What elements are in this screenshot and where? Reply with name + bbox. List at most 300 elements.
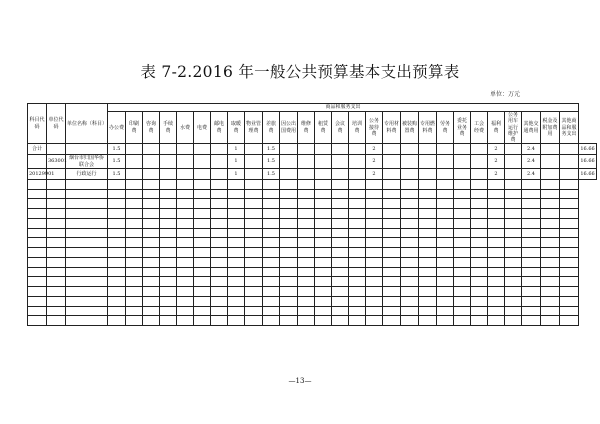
table-cell <box>177 189 194 199</box>
table-cell <box>383 168 401 179</box>
table-cell <box>211 189 228 199</box>
table-cell <box>315 144 332 155</box>
table-cell <box>160 238 177 248</box>
table-cell <box>522 277 541 287</box>
table-cell <box>126 238 143 248</box>
table-cell <box>332 218 349 228</box>
table-cell <box>401 238 419 248</box>
table-cell <box>349 287 366 297</box>
table-cell: 合计 <box>28 144 47 155</box>
table-cell <box>47 287 66 297</box>
table-cell <box>143 179 160 189</box>
table-cell <box>349 144 366 155</box>
table-cell <box>505 155 522 169</box>
table-cell <box>560 277 579 287</box>
table-cell: 1.5 <box>263 155 280 169</box>
table-cell <box>401 218 419 228</box>
table-cell <box>541 238 560 248</box>
table-cell <box>228 257 245 267</box>
page-title: 表 7-2.2016 年一般公共预算基本支出预算表 <box>140 63 460 81</box>
table-row <box>28 155 597 169</box>
table-cell <box>228 306 245 316</box>
table-cell <box>383 267 401 277</box>
subheader-cell: 专用燃料费 <box>419 112 437 144</box>
empty-row <box>28 238 597 248</box>
table-cell <box>245 287 263 297</box>
table-cell <box>401 209 419 219</box>
table-cell <box>437 306 454 316</box>
table-cell <box>298 238 315 248</box>
subheader-cell: 其他交通费用 <box>522 112 541 144</box>
table-cell <box>263 199 280 209</box>
table-cell <box>366 306 383 316</box>
empty-row <box>28 248 597 258</box>
table-cell <box>126 218 143 228</box>
table-cell <box>454 168 471 179</box>
table-cell <box>211 168 228 179</box>
table-cell <box>315 316 332 326</box>
table-cell: 20129901 <box>28 168 47 179</box>
table-cell <box>263 238 280 248</box>
table-cell <box>560 257 579 267</box>
page-number: —13— <box>288 377 312 385</box>
table-cell <box>315 179 332 189</box>
table-cell <box>505 306 522 316</box>
table-cell <box>47 248 66 258</box>
table-cell <box>488 296 505 306</box>
table-cell <box>505 267 522 277</box>
table-cell: 2 <box>366 144 383 155</box>
table-cell <box>315 306 332 316</box>
table-cell <box>143 228 160 238</box>
table-cell <box>298 287 315 297</box>
table-cell <box>108 218 126 228</box>
table-cell <box>298 189 315 199</box>
table-cell <box>332 296 349 306</box>
table-cell <box>560 228 579 238</box>
table-cell <box>228 316 245 326</box>
table-cell <box>194 248 211 258</box>
table-cell <box>541 296 560 306</box>
table-cell <box>332 199 349 209</box>
table-cell <box>419 218 437 228</box>
table-cell <box>454 228 471 238</box>
empty-row <box>28 228 597 238</box>
table-cell <box>349 209 366 219</box>
table-cell <box>108 287 126 297</box>
table-cell <box>401 257 419 267</box>
table-cell <box>383 316 401 326</box>
table-cell <box>228 228 245 238</box>
table-cell <box>160 306 177 316</box>
table-cell <box>108 267 126 277</box>
subheader-cell: 被装购置费 <box>401 112 419 144</box>
table-cell <box>211 144 228 155</box>
table-cell <box>211 287 228 297</box>
table-cell <box>66 296 108 306</box>
table-cell <box>366 267 383 277</box>
table-cell <box>560 199 579 209</box>
table-cell <box>108 316 126 326</box>
table-cell <box>454 257 471 267</box>
table-cell <box>383 199 401 209</box>
table-cell <box>437 238 454 248</box>
subheader-cell: 取暖费 <box>228 112 245 144</box>
table-cell <box>280 155 298 169</box>
table-cell <box>298 296 315 306</box>
table-cell <box>245 306 263 316</box>
table-cell <box>66 257 108 267</box>
table-cell <box>211 248 228 258</box>
table-row <box>28 144 597 155</box>
table-cell <box>349 179 366 189</box>
table-cell <box>401 287 419 297</box>
subheader-cell: 咨询费 <box>143 112 160 144</box>
table-cell <box>211 218 228 228</box>
table-cell <box>194 218 211 228</box>
table-cell <box>505 277 522 287</box>
table-cell <box>194 277 211 287</box>
table-cell <box>177 248 194 258</box>
table-cell <box>541 277 560 287</box>
table-cell <box>47 189 66 199</box>
table-cell <box>541 306 560 316</box>
table-cell <box>160 267 177 277</box>
table-cell <box>541 155 560 169</box>
table-cell <box>245 155 263 169</box>
table-cell <box>126 287 143 297</box>
table-cell <box>245 179 263 189</box>
table-cell <box>437 189 454 199</box>
table-cell <box>126 179 143 189</box>
table-cell <box>143 316 160 326</box>
table-cell <box>471 287 488 297</box>
subheader-cell: 劳务费 <box>437 112 454 144</box>
table-cell <box>280 306 298 316</box>
table-cell <box>28 179 47 189</box>
table-cell <box>298 267 315 277</box>
table-cell <box>541 144 560 155</box>
table-cell <box>560 155 579 169</box>
table-cell <box>143 287 160 297</box>
table-cell <box>332 144 349 155</box>
table-cell <box>263 306 280 316</box>
table-cell <box>454 179 471 189</box>
table-cell <box>108 296 126 306</box>
table-cell <box>211 199 228 209</box>
table-cell <box>143 209 160 219</box>
table-cell <box>160 179 177 189</box>
table-cell <box>401 168 419 179</box>
table-cell <box>315 199 332 209</box>
table-cell <box>522 267 541 277</box>
subheader-cell: 公务接待费 <box>366 112 383 144</box>
table-cell <box>228 179 245 189</box>
empty-row <box>28 257 597 267</box>
table-cell <box>437 199 454 209</box>
table-cell <box>298 199 315 209</box>
table-cell <box>454 306 471 316</box>
table-cell <box>108 238 126 248</box>
table-cell <box>28 228 47 238</box>
table-cell <box>488 287 505 297</box>
table-cell <box>349 189 366 199</box>
table-cell <box>541 218 560 228</box>
empty-row <box>28 296 597 306</box>
table-cell: 1.5 <box>108 155 126 169</box>
empty-row <box>28 277 597 287</box>
subheader-cell: 差旅费 <box>263 112 280 144</box>
table-cell <box>419 316 437 326</box>
table-cell: 1 <box>228 155 245 169</box>
table-cell <box>488 316 505 326</box>
table-cell <box>505 316 522 326</box>
table-cell <box>28 209 47 219</box>
table-cell <box>419 267 437 277</box>
table-cell <box>454 189 471 199</box>
table-cell <box>194 287 211 297</box>
table-cell <box>454 209 471 219</box>
table-cell <box>143 306 160 316</box>
table-cell <box>160 155 177 169</box>
table-cell <box>401 179 419 189</box>
table-body <box>28 144 597 326</box>
table-cell <box>194 267 211 277</box>
table-cell <box>315 248 332 258</box>
table-cell <box>298 168 315 179</box>
table-cell: 1.5 <box>108 168 126 179</box>
table-cell <box>471 218 488 228</box>
subheader-cell: 维修费 <box>298 112 315 144</box>
table-cell <box>143 199 160 209</box>
table-cell <box>437 277 454 287</box>
table-cell <box>177 199 194 209</box>
table-cell <box>211 296 228 306</box>
table-cell <box>471 257 488 267</box>
table-cell <box>366 287 383 297</box>
table-cell <box>143 277 160 287</box>
table-cell <box>471 144 488 155</box>
table-cell <box>560 248 579 258</box>
table-cell <box>298 257 315 267</box>
header-category: 商品和服务支出 <box>108 104 579 112</box>
table-cell <box>505 189 522 199</box>
table-cell <box>66 218 108 228</box>
table-cell <box>349 257 366 267</box>
table-cell <box>177 296 194 306</box>
table-cell <box>349 155 366 169</box>
table-cell <box>177 267 194 277</box>
table-cell <box>454 316 471 326</box>
table-cell <box>263 277 280 287</box>
table-cell: 2.4 <box>522 155 541 169</box>
table-cell <box>541 168 560 179</box>
table-cell: 1 <box>228 168 245 179</box>
table-cell <box>28 218 47 228</box>
table-cell: 16.66 <box>579 168 597 179</box>
table-cell <box>522 287 541 297</box>
table-cell <box>505 179 522 189</box>
table-cell <box>47 228 66 238</box>
subheader-cell: 手续费 <box>160 112 177 144</box>
table-cell <box>505 248 522 258</box>
table-cell <box>47 238 66 248</box>
table-cell <box>505 296 522 306</box>
table-cell <box>66 209 108 219</box>
table-cell <box>143 168 160 179</box>
table-cell <box>505 238 522 248</box>
table-cell <box>245 296 263 306</box>
table-cell <box>471 209 488 219</box>
table-cell <box>228 218 245 228</box>
table-cell <box>263 189 280 199</box>
table-cell <box>315 287 332 297</box>
table-cell <box>488 257 505 267</box>
table-cell <box>471 179 488 189</box>
table-cell <box>160 218 177 228</box>
table-cell <box>245 199 263 209</box>
table-cell <box>194 199 211 209</box>
subheader-cell: 税金及附加费用 <box>541 112 560 144</box>
table-cell <box>332 155 349 169</box>
table-cell <box>522 316 541 326</box>
table-cell <box>47 199 66 209</box>
table-cell <box>194 144 211 155</box>
table-cell <box>298 228 315 238</box>
table-cell <box>560 316 579 326</box>
header-unit-name: 单位名称（科目） <box>66 104 108 144</box>
table-cell <box>126 267 143 277</box>
table-cell <box>541 257 560 267</box>
table-cell <box>47 316 66 326</box>
table-cell <box>177 306 194 316</box>
table-cell <box>437 209 454 219</box>
table-cell <box>349 228 366 238</box>
table-cell <box>454 238 471 248</box>
table-cell: 2 <box>488 168 505 179</box>
table-cell <box>143 144 160 155</box>
table-cell <box>541 179 560 189</box>
table-cell <box>471 267 488 277</box>
table-cell <box>211 179 228 189</box>
table-cell <box>471 306 488 316</box>
table-cell <box>194 228 211 238</box>
table-cell: 烟台市归国华侨联合会 <box>66 155 108 169</box>
table-cell <box>401 277 419 287</box>
table-cell <box>560 287 579 297</box>
table-cell <box>66 267 108 277</box>
table-cell <box>437 155 454 169</box>
table-cell <box>263 316 280 326</box>
table-cell <box>280 287 298 297</box>
table-cell <box>437 168 454 179</box>
table-cell <box>541 248 560 258</box>
table-cell <box>437 257 454 267</box>
table-cell <box>488 179 505 189</box>
table-cell <box>488 248 505 258</box>
table-cell <box>143 248 160 258</box>
table-cell <box>505 144 522 155</box>
table-cell <box>28 199 47 209</box>
table-cell <box>126 209 143 219</box>
table-cell <box>280 209 298 219</box>
table-cell <box>211 306 228 316</box>
table-cell <box>66 316 108 326</box>
table-cell <box>160 287 177 297</box>
table-cell <box>263 179 280 189</box>
table-cell <box>419 144 437 155</box>
table-cell <box>228 238 245 248</box>
table-cell <box>47 277 66 287</box>
header-subject-code: 科目代码 <box>28 104 47 144</box>
table-cell <box>401 144 419 155</box>
table-cell <box>47 267 66 277</box>
table-cell: 2 <box>488 144 505 155</box>
table-cell <box>143 296 160 306</box>
table-cell <box>177 228 194 238</box>
table-cell <box>280 199 298 209</box>
table-cell <box>66 277 108 287</box>
table-cell <box>211 257 228 267</box>
table-cell <box>160 199 177 209</box>
table-cell <box>280 277 298 287</box>
table-cell <box>47 144 66 155</box>
table-cell <box>298 316 315 326</box>
table-cell <box>437 267 454 277</box>
table-cell <box>280 218 298 228</box>
table-cell <box>522 296 541 306</box>
subheader-row <box>28 112 597 144</box>
table-cell <box>160 277 177 287</box>
table-cell <box>177 277 194 287</box>
table-cell <box>488 238 505 248</box>
table-cell <box>108 257 126 267</box>
table-cell <box>419 209 437 219</box>
budget-table <box>27 103 597 326</box>
table-cell <box>437 287 454 297</box>
table-cell <box>349 296 366 306</box>
table-cell <box>332 248 349 258</box>
table-cell <box>560 267 579 277</box>
table-cell <box>419 277 437 287</box>
table-cell <box>245 209 263 219</box>
table-cell <box>401 199 419 209</box>
table-cell <box>298 306 315 316</box>
table-cell <box>505 257 522 267</box>
table-cell <box>126 316 143 326</box>
table-cell: 2 <box>488 155 505 169</box>
table-cell <box>108 248 126 258</box>
table-cell <box>471 238 488 248</box>
table-cell <box>66 199 108 209</box>
table-cell <box>522 209 541 219</box>
table-cell <box>437 179 454 189</box>
table-cell <box>401 306 419 316</box>
table-cell <box>263 267 280 277</box>
table-cell <box>228 296 245 306</box>
table-cell <box>280 316 298 326</box>
table-cell <box>488 267 505 277</box>
table-cell <box>280 168 298 179</box>
table-cell <box>228 267 245 277</box>
table-cell <box>454 199 471 209</box>
table-cell <box>194 316 211 326</box>
subheader-cell: 电费 <box>194 112 211 144</box>
table-cell: 1.5 <box>263 168 280 179</box>
table-cell <box>228 189 245 199</box>
table-cell <box>47 179 66 189</box>
table-cell <box>401 248 419 258</box>
